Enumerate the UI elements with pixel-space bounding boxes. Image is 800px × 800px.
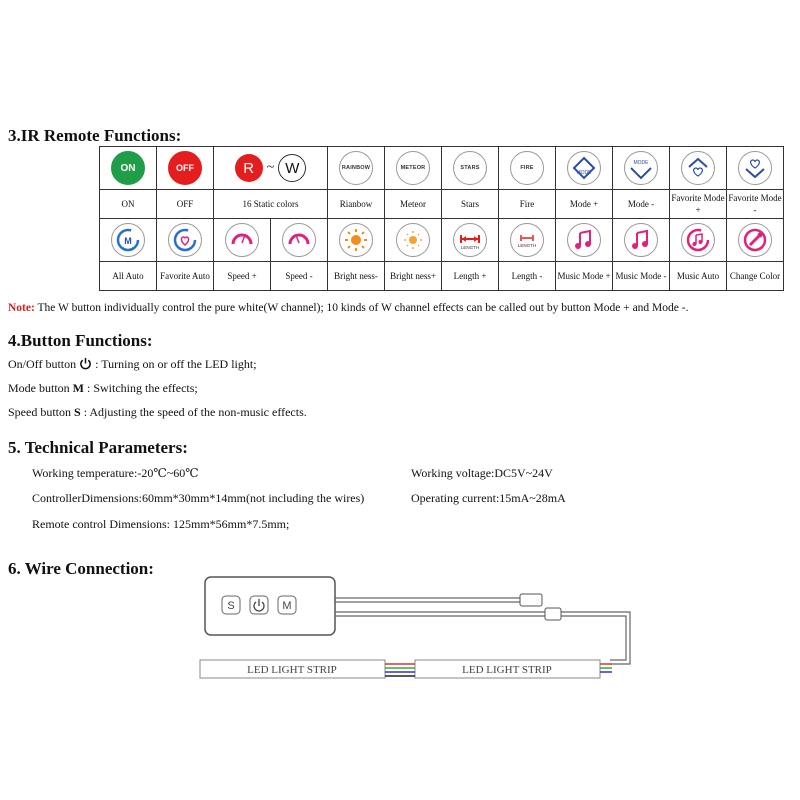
- label-length-up: Length +: [442, 262, 499, 291]
- ir-icon-row-1: [100, 147, 784, 190]
- music-mode-up-icon: [567, 223, 601, 257]
- static-colors-icon-cell: [214, 147, 328, 190]
- speed-line: [8, 405, 307, 420]
- connector-female: [545, 608, 561, 620]
- wire-section-title: 6. Wire Connection:: [8, 559, 154, 578]
- led-strip-1-label: LED LIGHT STRIP: [247, 664, 337, 676]
- strip-end-wires: [600, 664, 612, 672]
- label-length-down: Length -: [499, 262, 556, 291]
- label-stars: Stars: [442, 190, 499, 219]
- strip-joint-wires: [385, 664, 415, 676]
- working-voltage: Working voltage:DC5V~24V: [411, 466, 553, 480]
- label-rainbow: Rianbow: [328, 190, 385, 219]
- speed-up-icon: [225, 223, 259, 257]
- controller-s-label: S: [227, 600, 235, 612]
- mode-label: Mode button: [8, 381, 70, 395]
- mode-key: M: [72, 381, 84, 395]
- label-favorite-mode-up: Favorite Mode +: [670, 190, 727, 219]
- label-brightness-up: Bright ness+: [385, 262, 442, 291]
- favorite-mode-up-icon: [681, 151, 715, 185]
- note-text: The W button individually control the pure white(W channel); 10 kinds of W channel effects can be called out by button Mode + and Mode -.: [37, 302, 689, 314]
- mode-desc: : Switching the effects;: [87, 381, 198, 395]
- led-strip-2-label: LED LIGHT STRIP: [462, 664, 552, 676]
- tilde-symbol: ~: [266, 160, 275, 175]
- stars-button-icon: STARS: [460, 165, 480, 171]
- speed-key: S: [74, 405, 81, 419]
- favorite-mode-down-icon: [738, 151, 772, 185]
- mode-up-text: MODE: [576, 170, 592, 176]
- operating-current: Operating current:15mA~28mA: [411, 491, 566, 505]
- label-music-mode-up: Music Mode +: [556, 262, 613, 291]
- speed-down-icon: [282, 223, 316, 257]
- mode-line: [8, 381, 198, 396]
- label-speed-up: Speed +: [214, 262, 271, 291]
- label-music-mode-down: Music Mode -: [613, 262, 670, 291]
- onoff-label: On/Off button: [8, 357, 77, 371]
- working-temperature: Working temperature:-20℃~60℃: [32, 466, 199, 480]
- label-mode-up: Mode +: [556, 190, 613, 219]
- on-button-icon: ON: [111, 151, 145, 185]
- length-down-icon: [510, 223, 544, 257]
- label-all-auto: All Auto: [100, 262, 157, 291]
- note-paragraph: [8, 302, 688, 314]
- mode-down-text: MODE: [633, 160, 649, 166]
- label-mode-down: Mode -: [613, 190, 670, 219]
- w-white-icon: W: [278, 154, 306, 182]
- ir-label-row-1: [100, 190, 784, 219]
- ir-section-title: 3.IR Remote Functions:: [8, 126, 182, 145]
- all-auto-icon: [111, 223, 145, 257]
- button-section-title: 4.Button Functions:: [8, 331, 153, 350]
- label-music-auto: Music Auto: [670, 262, 727, 291]
- remote-dimensions: Remote control Dimensions: 125mm*56mm*7.5mm;: [32, 517, 290, 531]
- connector-male: [520, 594, 542, 606]
- brightness-down-icon: [339, 223, 373, 257]
- mode-up-icon: [567, 151, 601, 185]
- length-up-icon: [453, 223, 487, 257]
- label-change-color: Change Color: [727, 262, 784, 291]
- brightness-up-icon: [396, 223, 430, 257]
- controller-dimensions: ControllerDimensions:60mm*30mm*14mm(not including the wires): [32, 491, 365, 505]
- wires: [335, 598, 630, 664]
- label-static-colors: 16 Static colors: [214, 190, 328, 219]
- length-up-text: LENGTH: [460, 245, 480, 250]
- label-favorite-auto: Favorite Auto: [157, 262, 214, 291]
- onoff-line: [8, 357, 257, 372]
- label-brightness-down: Bright ness-: [328, 262, 385, 291]
- speed-label: Speed button: [8, 405, 71, 419]
- music-mode-down-icon: [624, 223, 658, 257]
- label-off: OFF: [157, 190, 214, 219]
- mode-down-icon: [624, 151, 658, 185]
- label-favorite-mode-down: Favorite Mode -: [727, 190, 784, 219]
- power-icon: [79, 357, 92, 370]
- speed-desc: : Adjusting the speed of the non-music effects.: [83, 405, 307, 419]
- controller-m-label: M: [282, 600, 292, 612]
- label-speed-down: Speed -: [271, 262, 328, 291]
- label-on: ON: [100, 190, 157, 219]
- label-fire: Fire: [499, 190, 556, 219]
- note-label: Note:: [8, 302, 35, 314]
- change-color-icon: [738, 223, 772, 257]
- wire-connection-diagram: [190, 572, 650, 692]
- favorite-auto-icon: [168, 223, 202, 257]
- all-auto-text: M: [124, 236, 132, 246]
- fire-button-icon: FIRE: [520, 165, 534, 171]
- music-auto-icon: [681, 223, 715, 257]
- onoff-desc: : Turning on or off the LED light;: [95, 357, 257, 371]
- label-meteor: Meteor: [385, 190, 442, 219]
- tech-section-title: 5. Technical Parameters:: [8, 438, 188, 457]
- ir-remote-table: [99, 146, 784, 291]
- rainbow-button-icon: RAINBOW: [341, 165, 371, 171]
- length-down-text: LENGTH: [517, 243, 537, 248]
- r-color-icon: R: [235, 154, 263, 182]
- ir-icon-row-2: [100, 219, 784, 262]
- ir-label-row-2: [100, 262, 784, 291]
- meteor-button-icon: METEOR: [400, 165, 426, 171]
- off-button-icon: OFF: [168, 151, 202, 185]
